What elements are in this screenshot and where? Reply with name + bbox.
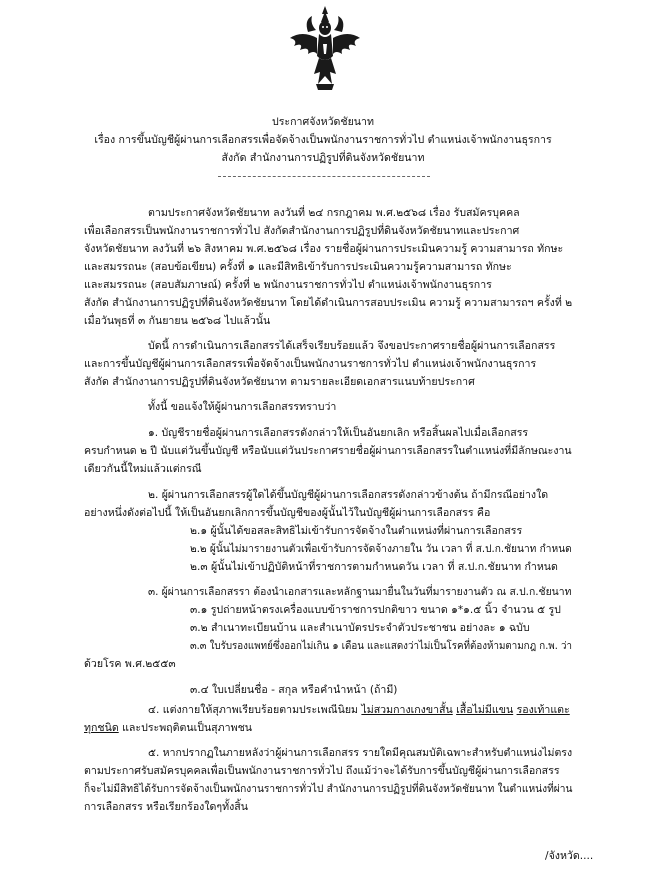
item4-line-2 [84, 720, 252, 736]
subject-line-1: เรื่อง การขึ้นบัญชีผู้ผ่านการเลือกสรรเพื่อจัดจ้างเป็นพนักงานราชการทั่วไป ตำแหน่งเจ้าพนักงานธุรการ [94, 134, 552, 146]
item3-sub: ๓.๓ ใบรับรองแพทย์ซึ่งออกไม่เกิน ๑ เดือน และแสดงว่าไม่เป็นโรคที่ต้องห้ามตามกฎ ก.พ. ว่า [190, 640, 572, 652]
para3-line: ทั้งนี้ ขอแจ้งให้ผู้ผ่านการเลือกสรรทราบว่า [148, 401, 337, 413]
item2-line: ๒. ผู้ผ่านการเลือกสรรผู้ใดได้ขึ้นบัญชีผู้ผ่านการเลือกสรรดังกล่าวข้างต้น ถ้ามีกรณีอย่างใด [148, 489, 549, 501]
item4-rest: และประพฤติตนเป็นสุภาพชน [118, 722, 252, 734]
item2-sub: ๒.๑ ผู้นั้นได้ขอสละสิทธิไม่เข้ารับการจัดจ้างในตำแหน่งที่ผ่านการเลือกสรร [190, 525, 523, 537]
item5-line: ตามประกาศรับสมัครบุคคลเพื่อเป็นพนักงานราชการทั่วไป ถึงแม้ว่าจะได้รับการขึ้นบัญชีผู้ผ่านการเลือกสรร [84, 765, 560, 777]
item5-line: ๕. หากปรากฏในภายหลังว่าผู้ผ่านการเลือกสรร รายใดมีคุณสมบัติเฉพาะสำหรับตำแหน่งไม่ตรง [148, 747, 573, 759]
item1-line: ครบกำหนด ๒ ปี นับแต่วันขึ้นบัญชี หรือนับแต่วันประกาศรายชื่อผู้ผ่านการเลือกสรรในตำแหน่งที่มีลักษณะงาน [84, 445, 572, 457]
para2-line: สังกัด สำนักงานการปฏิรูปที่ดินจังหวัดชัยนาท ตามรายละเอียดเอกสารแนบท้ายประกาศ [84, 376, 475, 388]
para1-line: เมื่อวันพุธที่ ๓ กันยายน ๒๕๖๘ ไปแล้วนั้น [84, 315, 271, 327]
item2-sub: ๒.๒ ผู้นั้นไม่มารายงานตัวเพื่อเข้ารับการจัดจ้างภายใน วัน เวลา ที่ ส.ป.ก.ชัยนาท กำหนด [190, 543, 572, 555]
item5-line: ก็จะไม่มีสิทธิได้รับการจัดจ้างเป็นพนักงานราชการทั่วไป สำนักงานการปฏิรูปที่ดินจังหวัดชัยนาท ในตำแหน่งที่ผ่าน [84, 783, 573, 795]
announcement-title: ประกาศจังหวัดชัยนาท [272, 116, 374, 128]
garuda-emblem-icon [286, 4, 364, 92]
item3-line: ๓. ผู้ผ่านการเลือกสรรา ต้องนำเอกสารและหลักฐานมายื่นในวันที่มารายงานตัว ณ ส.ป.ก.ชัยนาท [148, 586, 572, 598]
item4-underlined-2: เสื้อไม่มีแขน [456, 704, 514, 716]
para2-line: บัดนี้ การดำเนินการเลือกสรรได้เสร็จเรียบร้อยแล้ว จึงขอประกาศรายชื่อผู้ผ่านการเลือกสรร [148, 340, 556, 352]
para1-line: เพื่อเลือกสรรเป็นพนักงานราชการทั่วไป สังกัดสำนักงานการปฏิรูปที่ดินจังหวัดชัยนาทและประกาศ [84, 225, 520, 237]
subject-line-2: สังกัด สำนักงานการปฏิรูปที่ดินจังหวัดชัยนาท [221, 152, 425, 164]
item3-sub: ๓.๑ รูปถ่ายหน้าตรงเครื่องแบบข้าราชการปกติขาว ขนาด ๑*๑.๕ นิ้ว จำนวน ๕ รูป [190, 604, 561, 616]
item1-line: ๑. บัญชีรายชื่อผู้ผ่านการเลือกสรรดังกล่าวให้เป็นอันยกเลิก หรือสิ้นผลไปเมื่อเลือกสรร [148, 427, 529, 439]
para1-line: และสมรรถนะ (สอบข้อเขียน) ครั้งที่ ๑ และมีสิทธิเข้ารับการประเมินความรู้ความสามารถ ทักษะ [84, 261, 512, 273]
item4-line [148, 702, 570, 718]
para1-line: จังหวัดชัยนาท ลงวันที่ ๒๖ สิงหาคม พ.ศ.๒๕๖๘ เรื่อง รายชื่อผู้ผ่านการประเมินความรู้ ความสามารถ ทักษะ [84, 243, 564, 255]
item4-underlined-4: ทุกชนิด [84, 722, 119, 734]
item3-sub: ๓.๔ ใบเปลี่ยนชื่อ - สกุล หรือคำนำหน้า (ถ้ามี) [190, 684, 398, 696]
para1-line: และสมรรถนะ (สอบสัมภาษณ์) ครั้งที่ ๒ พนักงานราชการทั่วไป ตำแหน่งเจ้าพนักงานธุรการ [84, 279, 492, 291]
separator-line [218, 176, 430, 177]
item1-line: เดียวกันนี้ใหม่แล้วแต่กรณี [84, 463, 202, 475]
item4-prefix: ๔. แต่งกายให้สุภาพเรียบร้อยตามประเพณีนิยม [148, 704, 362, 716]
para2-line: และการขึ้นบัญชีผู้ผ่านการเลือกสรรเพื่อจัดจ้างเป็นพนักงานราชการทั่วไป ตำแหน่งเจ้าพนักงานธุรการ [84, 358, 537, 370]
item4-underlined-1: ไม่สวมกางเกงขาสั้น [361, 704, 453, 716]
item2-sub: ๒.๓ ผู้นั้นไม่เข้าปฏิบัติหน้าที่ราชการตามกำหนดวัน เวลา ที่ ส.ป.ก.ชัยนาท กำหนด [190, 561, 558, 573]
item3-sub-cont: ด้วยโรค พ.ศ.๒๕๕๓ [84, 658, 176, 670]
item2-line: อย่างหนึ่งดังต่อไปนี้ ให้เป็นอันยกเลิกการขึ้นบัญชีของผู้นั้นไว้ในบัญชีผู้ผ่านการเลือกสรร คือ [84, 507, 491, 519]
item3-sub: ๓.๒ สำเนาทะเบียนบ้าน และสำเนาบัตรประจำตัวประชาชน อย่างละ ๑ ฉบับ [190, 622, 530, 634]
para1-line: สังกัด สำนักงานการปฏิรูปที่ดินจังหวัดชัยนาท โดยได้ดำเนินการสอบประเมิน ความรู้ ความสามารถฯ ครั้งที่ ๒ [84, 297, 573, 309]
item4-underlined-3: รองเท้าแตะ [516, 704, 570, 716]
item5-line: การเลือกสรร หรือเรียกร้องใดๆทั้งสิ้น [84, 801, 248, 813]
para1-line: ตามประกาศจังหวัดชัยนาท ลงวันที่ ๒๔ กรกฎาคม พ.ศ.๒๕๖๘ เรื่อง รับสมัครบุคคล [148, 207, 520, 219]
page-continuation: /จังหวัด.... [545, 850, 594, 862]
